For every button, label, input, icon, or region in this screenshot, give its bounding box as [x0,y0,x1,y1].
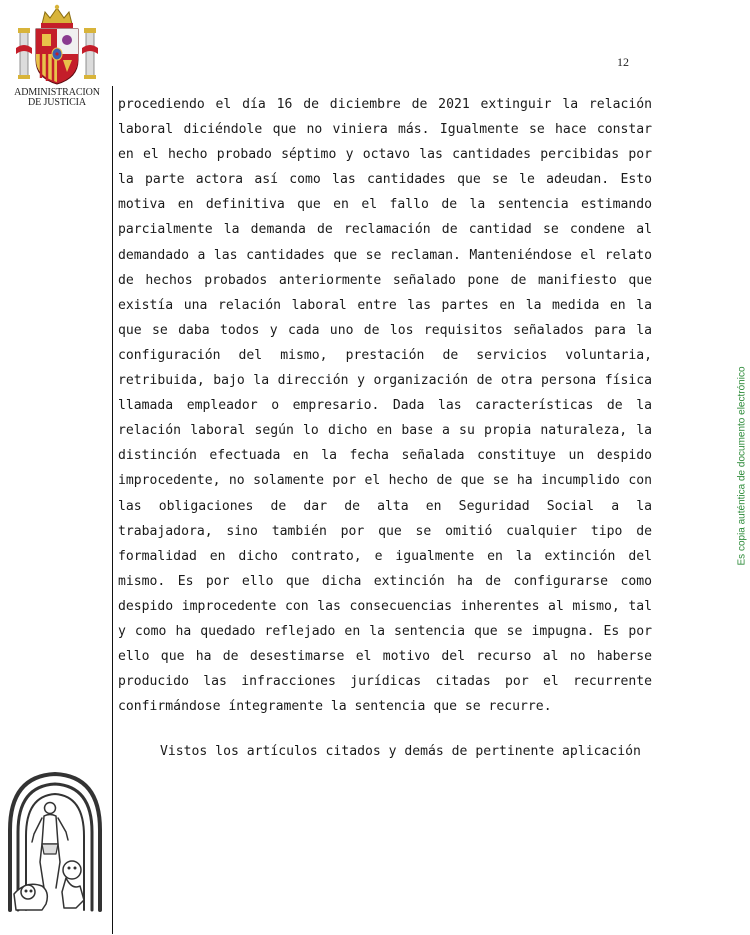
document-body [118,92,652,764]
body-paragraph-2: Vistos los artículos citados y demás de pertinente aplicación [160,744,641,760]
admin-label-line-1: ADMINISTRACION [14,87,100,98]
authenticity-note: Es copia auténtica de documento electrónico [736,366,748,566]
body-paragraph-1: procediendo el día 16 de diciembre de 2021 extinguir la relación laboral diciéndole que no viniera más. Igualmente se hace constar en el hecho probado séptimo y octavo las cantidades percibidas por la parte actora así como las cantidades que se le adeudan. Esto motiva en definitiva que en el fallo de la sentencia estimando parcialmente la demanda de reclamación de cantidad se condene al demandado a las cantidades que se reclaman. Manteniéndose el relato de hechos probados anteriormente señalado pone de manifiesto que existía una relación laboral entre las partes en la medida en la que se daba todos y cada uno de los requisitos señalados para la configuración del mismo, prestación de servicios voluntaria, retribuida, bajo la dirección y organización de otra persona física llamada empleador o empresario. Dada las características de la relación laboral según lo dicho en base a su propia naturaleza, la distinción efectuada en la fecha señalada constituye un despido improcedente, no solamente por el hecho de que se ha incumplido con las obligaciones de dar de alta en Seguridad Social a la trabajadora, sino también por que se omitió cualquier tipo de formalidad en dicho contrato, e igualmente en la extinción del mismo. Es por ello que dicha extinción ha de configurarse como despido improcedente con las consecuencias inherentes al mismo, tal y como ha quedado reflejado en la sentencia que se impugna. Es por ello que ha de desestimarse el motivo del recurso al no haberse producido las infracciones jurídicas citadas por el recurrente confirmándose íntegramente la sentencia que se recurre. [118,97,652,715]
page-number: 12 [617,55,629,69]
admin-label-line-2: DE JUSTICIA [27,97,87,108]
andalusia-hercules-lions-emblem-icon [6,770,104,912]
administration-label [8,88,106,108]
margin-divider [112,86,113,934]
spain-coat-of-arms-icon [14,2,100,88]
